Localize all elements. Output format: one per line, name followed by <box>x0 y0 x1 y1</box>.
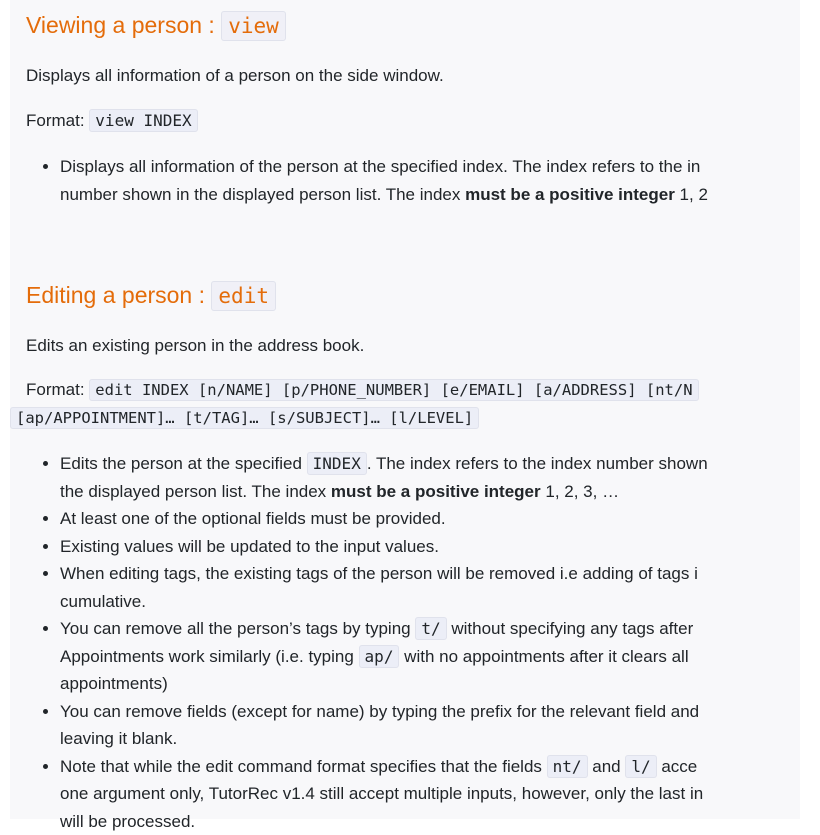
edit-heading-text: Editing a person : <box>26 282 211 308</box>
edit-b1-line2-pre: the displayed person list. The index <box>60 482 331 501</box>
edit-b7-post: acce <box>657 757 698 776</box>
edit-b1-pre: Edits the person at the specified <box>60 454 307 473</box>
list-item: • Existing values will be updated to the input values. <box>60 533 820 561</box>
list-item: • At least one of the optional fields must be provided. <box>60 505 820 533</box>
edit-b5-line2-code: ap/ <box>359 645 400 668</box>
view-bullets <box>26 153 820 208</box>
edit-b1-post: . The index refers to the index number shown <box>367 454 708 473</box>
view-heading-code: view <box>221 11 286 41</box>
view-heading <box>26 10 286 41</box>
list-item <box>60 615 820 698</box>
edit-b7-mid: and <box>588 757 626 776</box>
list-item <box>60 450 820 505</box>
edit-b7-code1: nt/ <box>547 755 588 778</box>
list-item <box>60 153 820 208</box>
view-bullet1-line2-pre: number shown in the displayed person list. The index <box>60 185 465 204</box>
edit-b1-code: INDEX <box>307 452 367 475</box>
view-format-label: Format: <box>26 111 89 130</box>
edit-b4-line1: When editing tags, the existing tags of the person will be removed i.e adding of tags i <box>60 564 698 583</box>
edit-b4-line2: cumulative. <box>60 592 146 611</box>
edit-format <box>26 376 699 432</box>
doc-content <box>10 0 800 819</box>
list-item <box>60 753 820 835</box>
edit-b5-pre: You can remove all the person’s tags by typing <box>60 619 415 638</box>
edit-heading <box>26 280 276 311</box>
edit-b7-line3: will be processed. <box>60 812 195 831</box>
view-heading-text: Viewing a person : <box>26 12 221 38</box>
edit-b1-bold: must be a positive integer <box>331 482 541 501</box>
edit-b7-line2: one argument only, TutorRec v1.4 still accept multiple inputs, however, only the last in <box>60 784 703 803</box>
edit-b7-code2: l/ <box>625 755 656 778</box>
edit-b5-post: without specifying any tags after <box>447 619 694 638</box>
edit-b5-line3: appointments) <box>60 674 168 693</box>
list-item <box>60 560 820 615</box>
view-bullet1-bold: must be a positive integer <box>465 185 675 204</box>
view-description: Displays all information of a person on the side window. <box>26 62 444 90</box>
edit-b6-line2: leaving it blank. <box>60 729 177 748</box>
edit-b5-line2-pre: Appointments work similarly (i.e. typing <box>60 647 359 666</box>
view-bullet1-line2-post: 1, 2 <box>675 185 708 204</box>
edit-b5-code: t/ <box>415 617 446 640</box>
view-format <box>26 107 198 135</box>
edit-heading-code: edit <box>211 281 276 311</box>
edit-b1-line2-post: 1, 2, 3, … <box>541 482 619 501</box>
view-bullet1-line1: Displays all information of the person at the specified index. The index refers to the in <box>60 157 700 176</box>
edit-b7-pre: Note that while the edit command format specifies that the fields <box>60 757 547 776</box>
edit-format-code-line2: [ap/APPOINTMENT]… [t/TAG]… [s/SUBJECT]… [l/LEVEL] <box>10 407 479 429</box>
list-item <box>60 698 820 753</box>
edit-b6-line1: You can remove fields (except for name) by typing the prefix for the relevant field and <box>60 702 699 721</box>
view-format-code: view INDEX <box>89 109 197 132</box>
edit-b5-line2-post: with no appointments after it clears all <box>399 647 688 666</box>
edit-format-label: Format: <box>26 380 89 399</box>
edit-format-code-line1: edit INDEX [n/NAME] [p/PHONE_NUMBER] [e/EMAIL] [a/ADDRESS] [nt/N <box>89 379 698 401</box>
edit-description: Edits an existing person in the address book. <box>26 332 364 360</box>
edit-bullets <box>26 450 820 835</box>
